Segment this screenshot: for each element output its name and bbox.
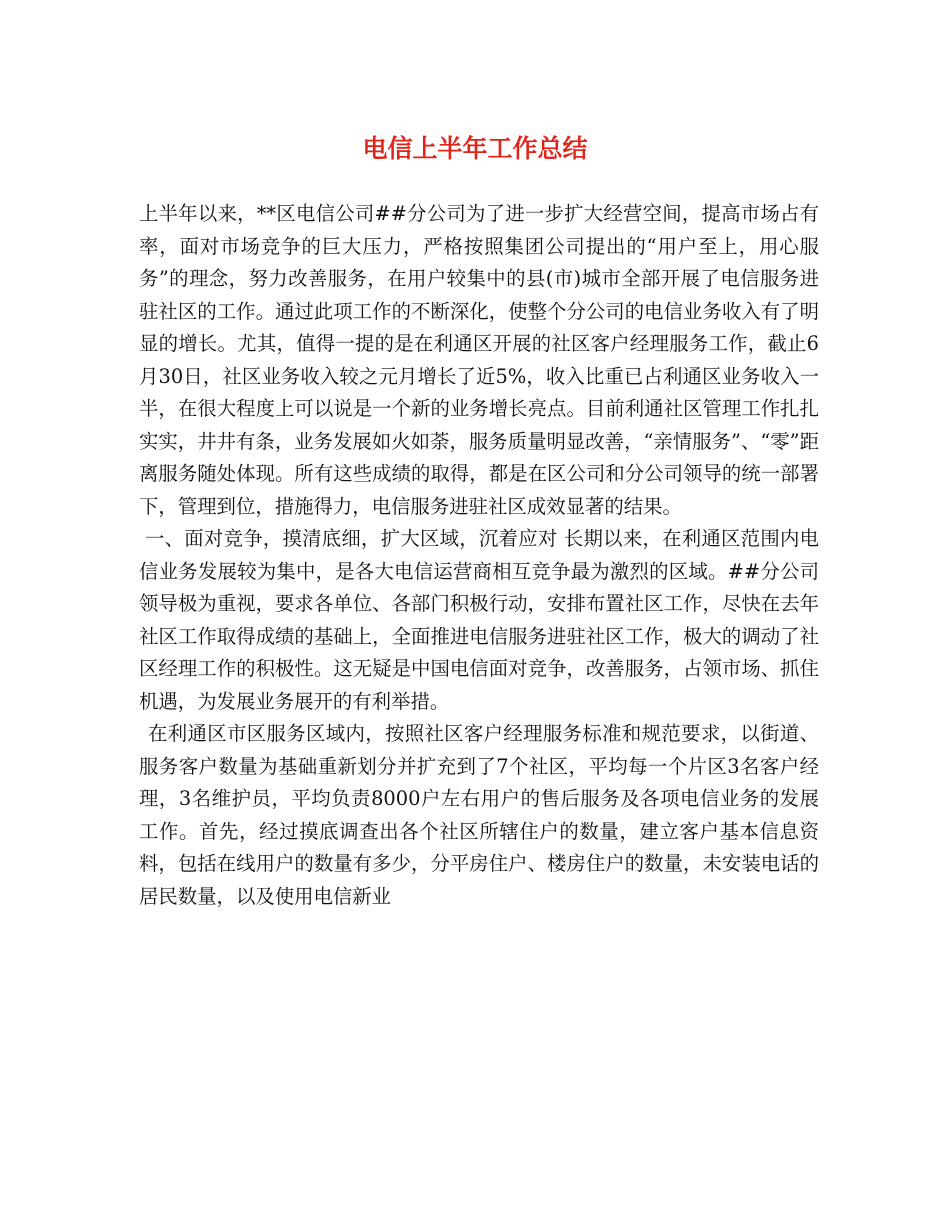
document-body	[139, 198, 819, 913]
document-title: 电信上半年工作总结	[362, 134, 588, 163]
paragraph-service-area: 在利通区市区服务区域内，按照社区客户经理服务标准和规范要求，以街道、服务客户数量为基础重新划分并扩充到了7个社区，平均每一个片区3名客户经理，3名维护员，平均负责8000户左右用户的售后服务及各项电信业务的发展工作。首先，经过摸底调查出各个社区所辖住户的数量，建立客户基本信息资料，包括在线用户的数量有多少，分平房住户、楼房住户的数量，未安装电话的居民数量，以及使用电信新业	[139, 722, 819, 908]
paragraph-intro: 上半年以来，**区电信公司##分公司为了进一步扩大经营空间，提高市场占有率，面对市场竞争的巨大压力，严格按照集团公司提出的“用户至上，用心服务”的理念，努力改善服务，在用户较集中的县(市)城市全部开展了电信服务进驻社区的工作。通过此项工作的不断深化，使整个分公司的电信业务收入有了明显的增长。尤其，值得一提的是在利通区开展的社区客户经理服务工作，截止6月30日，社区业务收入较之元月增长了近5%，收入比重已占利通区业务收入一半，在很大程度上可以说是一个新的业务增长亮点。目前利通社区管理工作扎扎实实，井井有条，业务发展如火如荼，服务质量明显改善，“亲情服务”、“零”距离服务随处体现。所有这些成绩的取得，都是在区公司和分公司领导的统一部署下，管理到位，措施得力，电信服务进驻社区成效显著的结果。	[139, 202, 819, 518]
paragraph-section-one: 一、面对竞争，摸清底细，扩大区域，沉着应对 长期以来，在利通区范围内电信业务发展较为集中，是各大电信运营商相互竞争最为激烈的区域。##分公司领导极为重视，要求各单位、各部门积极行动，安排布置社区工作，尽快在去年社区工作取得成绩的基础上，全面推进电信服务进驻社区工作，极大的调动了社区经理工作的积极性。这无疑是中国电信面对竞争，改善服务，占领市场、抓住机遇，为发展业务展开的有利举措。	[139, 527, 819, 713]
